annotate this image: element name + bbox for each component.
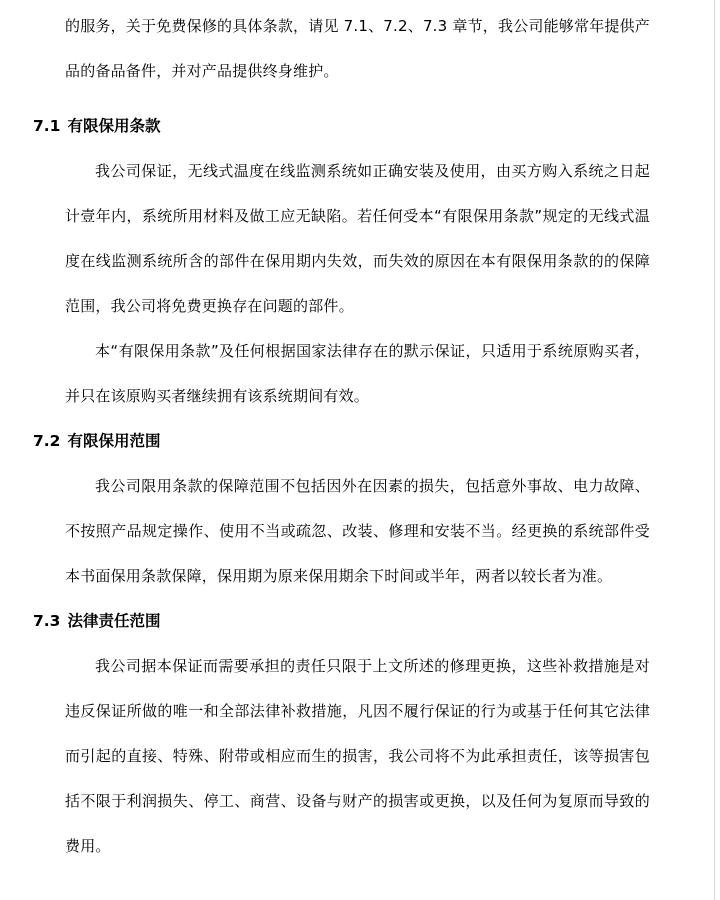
page-edge-rule: [714, 0, 715, 900]
spacer: [0, 94, 690, 104]
section-title-7-1: 有限保用条款: [67, 117, 161, 135]
section-7-1-paragraph-1: 我公司保证，无线式温度在线监测系统如正确安装及使用，由买方购入系统之日起计壹年内，系统所用材料及做工应无缺陷。若任何受本“有限保用条款”规定的无线式温度在线监测系统所含的部件在保用期内失效，而失效的原因在本有限保用条款的的保障范围，我公司将免费更换存在问题的部件。: [65, 162, 650, 315]
section-title-7-2: 有限保用范围: [67, 432, 161, 450]
section-7-1-paragraph-2: 本“有限保用条款”及任何根据国家法律存在的默示保证，只适用于系统原购买者，并只在该原购买者继续拥有该系统期间有效。: [65, 342, 650, 405]
section-7-2-paragraph-1: 我公司限用条款的保障范围不包括因外在因素的损失，包括意外事故、电力故障、不按照产品规定操作、使用不当或疏忽、改装、修理和安装不当。经更换的系统部件受本书面保用条款保障，保用期为原来保用期余下时间或半年，两者以较长者为准。: [65, 477, 650, 585]
section-7-3-paragraph-1: 我公司据本保证而需要承担的责任只限于上文所述的修理更换，这些补救措施是对违反保证所做的唯一和全部法律补救措施，凡因不履行保证的行为或基于任何其它法律而引起的直接、特殊、附带或相应而生的损害，我公司将不为此承担责任，该等损害包括不限于利润损失、停工、商营、设备与财产的损害或更换，以及任何为复原而导致的费用。: [65, 657, 650, 855]
section-title-7-3: 法律责任范围: [67, 612, 161, 630]
section-heading-7-3: [33, 599, 690, 644]
section-number-7-1: 7.1: [33, 117, 61, 135]
intro-paragraph: 的服务，关于免费保修的具体条款，请见 7.1、7.2、7.3 章节，我公司能够常年提供产品的备品备件，并对产品提供终身维护。: [65, 17, 650, 80]
section-number-7-2: 7.2: [33, 432, 61, 450]
section-heading-7-2: [33, 419, 690, 464]
section-number-7-3: 7.3: [33, 612, 61, 630]
section-heading-7-1: [33, 104, 690, 149]
